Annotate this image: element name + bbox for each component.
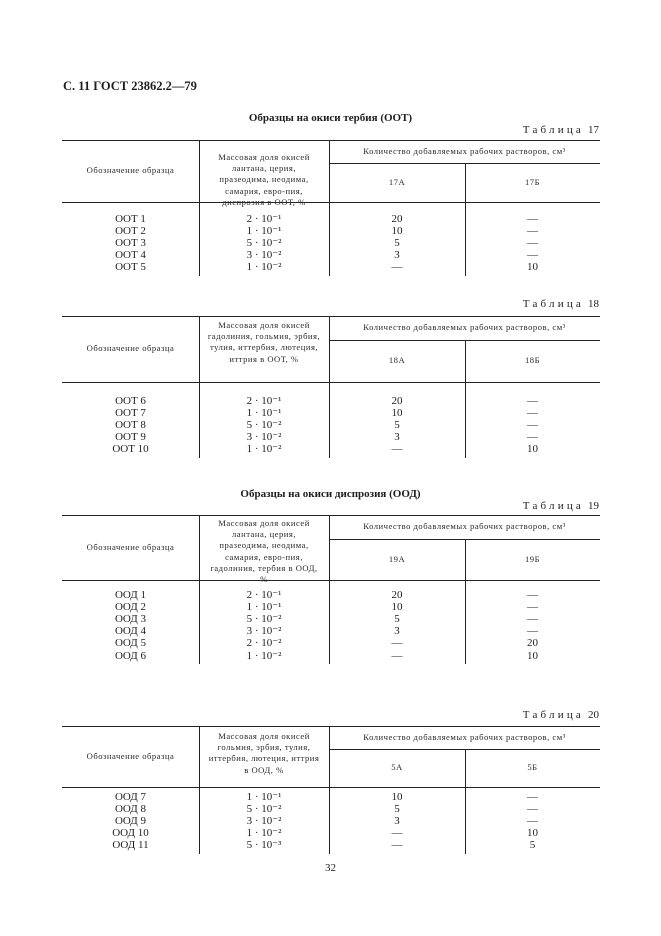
table-label-word: Таблица — [522, 500, 584, 512]
table-row — [62, 650, 600, 662]
section-title: Образцы на окиси тербия (ООТ) — [248, 112, 413, 124]
cell-mass-fraction: 3 · 10⁻² — [246, 625, 282, 638]
table-row — [62, 839, 600, 851]
header-solution-a: 5А — [391, 762, 403, 772]
cell-solution-a: 10 — [391, 407, 403, 420]
table-label — [523, 124, 599, 136]
page-number: 32 — [325, 862, 336, 874]
cell-solution-a: 20 — [391, 213, 403, 225]
table-top-rule — [62, 515, 600, 516]
table-label-number: 20 — [588, 709, 599, 721]
header-solution-a: 17А — [388, 176, 406, 187]
cell-mass-fraction: 5 · 10⁻² — [246, 803, 282, 816]
table-row — [62, 625, 600, 637]
cell-solution-b: 20 — [527, 637, 538, 650]
table-label-word: Таблица — [522, 298, 584, 310]
header-quantity: Количество добавляемых рабочих растворов, см³ — [363, 521, 566, 531]
cell-mass-fraction: 1 · 10⁻¹ — [246, 791, 282, 803]
cell-solution-a: 5 — [394, 613, 400, 626]
cell-solution-a: 3 — [394, 431, 400, 444]
cell-solution-b: 10 — [527, 261, 538, 274]
cell-sample: ООТ 2 — [115, 225, 146, 238]
table-row — [62, 637, 600, 649]
table-row — [62, 395, 600, 407]
table-row — [62, 827, 600, 839]
cell-solution-b: — — [527, 213, 538, 225]
table-row — [62, 213, 600, 225]
cell-solution-a: 3 — [394, 815, 400, 828]
data-table — [62, 140, 600, 276]
cell-sample: ООТ 1 — [115, 213, 146, 225]
table-row — [62, 431, 600, 443]
header-solution-b: 17Б — [524, 176, 541, 187]
table-header-rule — [62, 382, 600, 383]
cell-sample: ООД 2 — [114, 601, 147, 614]
cell-sample: ООД 4 — [114, 625, 147, 638]
cell-mass-fraction: 5 · 10⁻³ — [246, 839, 282, 852]
cell-sample: ООТ 3 — [115, 237, 146, 250]
cell-mass-fraction: 3 · 10⁻² — [246, 249, 282, 262]
table-row — [62, 589, 600, 601]
cell-mass-fraction: 5 · 10⁻² — [246, 419, 282, 432]
cell-solution-b: 10 — [527, 649, 538, 662]
table-row — [62, 791, 600, 803]
cell-solution-b: — — [527, 237, 538, 250]
cell-solution-b: — — [527, 815, 538, 828]
cell-mass-fraction: 3 · 10⁻² — [246, 815, 282, 828]
cell-solution-a: — — [391, 443, 403, 456]
cell-sample: ООД 6 — [114, 649, 147, 662]
cell-solution-b: — — [527, 225, 538, 238]
cell-solution-b: — — [527, 407, 538, 420]
cell-sample: ООД 11 — [112, 839, 149, 852]
header-solution-b: 18Б — [524, 355, 541, 365]
cell-mass-fraction: 1 · 10⁻² — [246, 649, 282, 662]
cell-solution-a: — — [391, 261, 403, 274]
cell-mass-fraction: 1 · 10⁻¹ — [246, 601, 282, 614]
cell-mass-fraction: 1 · 10⁻² — [246, 443, 282, 456]
cell-solution-a: 20 — [391, 395, 403, 407]
header-solution-a: 18А — [388, 355, 406, 365]
cell-solution-a: 10 — [391, 791, 403, 803]
cell-solution-a: — — [391, 649, 403, 662]
header-mass-fraction: Массовая доля окисей гольмия, эрбия, тулия, иттербия, лютеция, иттрия в ООД, % — [208, 731, 320, 775]
table-header-rule — [62, 787, 600, 788]
cell-sample: ООД 10 — [112, 827, 149, 840]
header-solution-b: 19Б — [524, 553, 541, 564]
cell-solution-b: — — [527, 419, 538, 432]
cell-solution-a: — — [391, 637, 403, 650]
table-row — [62, 407, 600, 419]
cell-solution-b: — — [527, 625, 538, 638]
header-quantity: Количество добавляемых рабочих растворов, см³ — [363, 731, 566, 742]
cell-solution-a: 10 — [391, 225, 403, 238]
table-label-word: Таблица — [522, 124, 584, 136]
table-row — [62, 613, 600, 625]
table-top-rule — [62, 726, 600, 727]
cell-mass-fraction: 2 · 10⁻¹ — [246, 589, 282, 601]
cell-sample: ООД 3 — [114, 613, 147, 626]
cell-solution-b: — — [527, 791, 538, 803]
table-row — [62, 443, 600, 455]
cell-solution-b: 10 — [527, 443, 538, 456]
page-header: С. 11 ГОСТ 23862.2—79 — [63, 79, 197, 93]
cell-solution-b: — — [527, 395, 538, 407]
cell-solution-a: 3 — [394, 249, 400, 262]
header-mass-fraction: Массовая доля окисей лантана, церия, празеодима, неодима, самария, евро-пия, диспрозия в ООТ, % — [218, 152, 310, 207]
cell-mass-fraction: 2 · 10⁻² — [246, 637, 282, 650]
cell-mass-fraction: 5 · 10⁻² — [246, 613, 282, 626]
table-row — [62, 419, 600, 431]
cell-solution-b: — — [527, 249, 538, 262]
data-table — [62, 515, 600, 664]
cell-solution-a: 5 — [394, 803, 400, 816]
cell-solution-a: 20 — [391, 589, 403, 601]
cell-mass-fraction: 2 · 10⁻¹ — [246, 213, 282, 225]
cell-sample: ООТ 10 — [112, 443, 149, 456]
table-row — [62, 261, 600, 273]
cell-solution-a: 3 — [394, 625, 400, 638]
cell-mass-fraction: 5 · 10⁻² — [246, 237, 282, 250]
cell-mass-fraction: 1 · 10⁻¹ — [246, 407, 282, 420]
data-table — [62, 316, 600, 458]
table-header-rule — [62, 580, 600, 581]
cell-sample: ООД 7 — [114, 791, 147, 803]
table-label — [523, 298, 599, 310]
table-top-rule — [62, 140, 600, 141]
cell-sample: ООТ 8 — [115, 419, 146, 432]
cell-solution-a: — — [391, 839, 403, 852]
cell-sample: ООТ 9 — [115, 431, 146, 444]
cell-solution-b: 5 — [529, 839, 536, 852]
table-row — [62, 249, 600, 261]
cell-sample: ООД 5 — [114, 637, 147, 650]
cell-mass-fraction: 2 · 10⁻¹ — [246, 395, 282, 407]
table-row — [62, 803, 600, 815]
cell-mass-fraction: 1 · 10⁻¹ — [246, 225, 282, 238]
data-table — [62, 726, 600, 854]
header-solution-b: 5Б — [527, 762, 538, 772]
table-row — [62, 237, 600, 249]
header-solution-a: 19А — [388, 553, 406, 564]
cell-solution-b: — — [527, 601, 538, 614]
header-sample-designation: Обозначение образца — [86, 165, 175, 175]
cell-solution-a: 5 — [394, 237, 400, 250]
table-top-rule — [62, 316, 600, 317]
cell-sample: ООТ 7 — [115, 407, 146, 420]
header-mass-fraction: Массовая доля окисей лантана, церия, празеодима, неодима, самария, евро-пия, гадолиния, тербия в ООД, % — [210, 518, 318, 585]
header-sample-designation: Обозначение образца — [86, 750, 175, 761]
cell-solution-a: 5 — [394, 419, 400, 432]
cell-mass-fraction: 1 · 10⁻² — [246, 261, 282, 274]
cell-sample: ООТ 5 — [115, 261, 146, 274]
table-row — [62, 225, 600, 237]
table-label-number: 18 — [588, 298, 599, 310]
cell-solution-a: 10 — [391, 601, 403, 614]
table-label — [523, 500, 599, 512]
table-label-word: Таблица — [522, 709, 584, 721]
header-sample-designation: Обозначение образца — [86, 541, 175, 552]
cell-solution-b: — — [527, 803, 538, 816]
table-label — [523, 709, 599, 721]
cell-sample: ООД 1 — [114, 589, 147, 601]
cell-solution-b: — — [527, 431, 538, 444]
table-label-number: 17 — [588, 124, 599, 136]
header-quantity: Количество добавляемых рабочих растворов, см³ — [363, 145, 566, 156]
header-mass-fraction: Массовая доля окисей гадолиния, гольмия, эрбия, тулия, иттербия, лютеция, иттрия в ООТ, % — [207, 320, 321, 364]
cell-sample: ООД 8 — [114, 803, 147, 816]
cell-solution-b: — — [527, 589, 538, 601]
table-label-number: 19 — [588, 500, 599, 512]
cell-mass-fraction: 1 · 10⁻² — [246, 827, 282, 840]
header-quantity: Количество добавляемых рабочих растворов, см³ — [363, 322, 566, 332]
table-row — [62, 815, 600, 827]
cell-sample: ООТ 4 — [115, 249, 146, 262]
cell-mass-fraction: 3 · 10⁻² — [246, 431, 282, 444]
cell-solution-b: — — [527, 613, 538, 626]
table-header-rule — [62, 202, 600, 203]
table-row — [62, 601, 600, 613]
section-title: Образцы на окиси диспрозия (ООД) — [240, 488, 421, 500]
header-sample-designation: Обозначение образца — [86, 343, 175, 353]
cell-sample: ООД 9 — [114, 815, 147, 828]
cell-solution-b: 10 — [527, 827, 538, 840]
cell-solution-a: — — [391, 827, 403, 840]
cell-sample: ООТ 6 — [115, 395, 146, 407]
